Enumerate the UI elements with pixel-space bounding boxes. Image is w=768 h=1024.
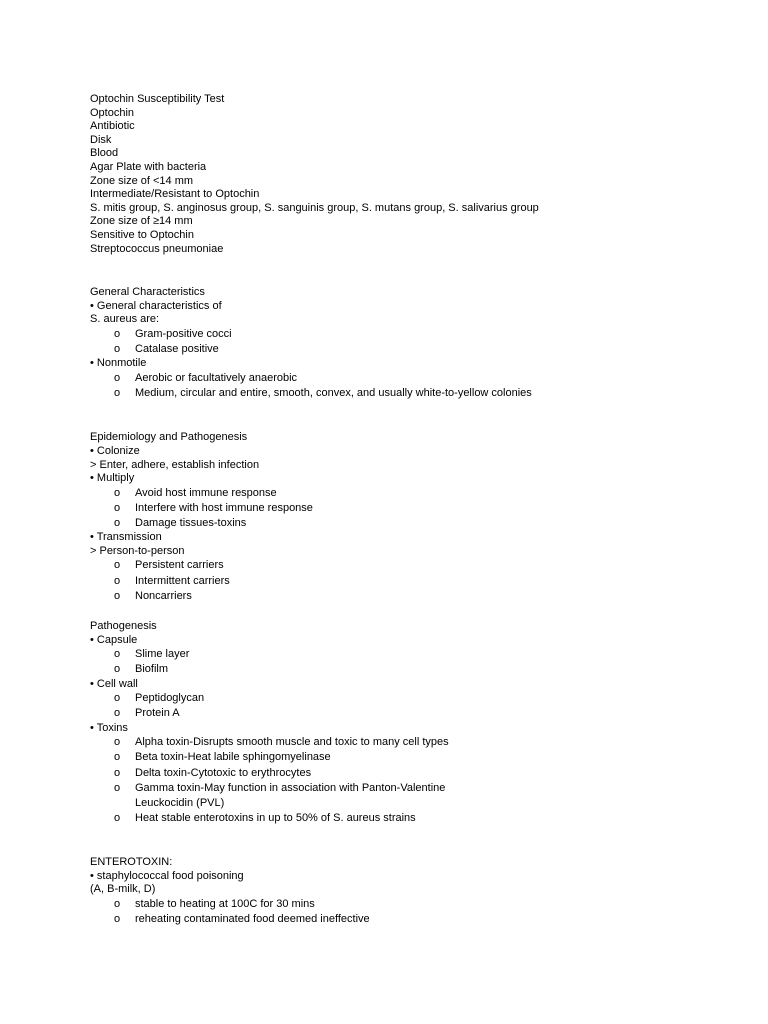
sub-bullet-marker: o: [114, 387, 121, 400]
text-line: Antibiotic: [90, 120, 135, 133]
sub-item: o reheating contaminated food deemed ineffective: [90, 912, 740, 927]
sub-bullet-marker: o: [114, 897, 121, 910]
sub-item: o Biofilm: [90, 662, 740, 677]
optochin-section: [90, 93, 740, 256]
sub-bullet-marker: o: [114, 574, 121, 587]
bullet-item: • Transmission: [90, 531, 162, 544]
section-heading: General Characteristics: [90, 286, 205, 299]
sub-bullet-marker: o: [114, 736, 121, 749]
arrow-item: > Person-to-person: [90, 544, 185, 557]
sub-bullet-marker: o: [114, 913, 121, 926]
text-line: Zone size of ≥14 mm: [90, 215, 193, 228]
sub-item: o Delta toxin-Cytotoxic to erythrocytes: [90, 766, 740, 781]
sub-bullet-marker: o: [114, 327, 121, 340]
bullet-item: • Capsule: [90, 633, 138, 646]
sub-bullet-marker: o: [114, 811, 121, 824]
document-body: [90, 93, 740, 927]
section-heading: Pathogenesis: [90, 620, 157, 633]
sub-bullet-marker: o: [114, 648, 121, 661]
optochin-title: Optochin Susceptibility Test: [90, 93, 225, 105]
sub-item: o Alpha toxin-Disrupts smooth muscle and toxic to many cell types: [90, 735, 740, 750]
text-line: Zone size of <14 mm: [90, 174, 194, 187]
epidemiology-section: [90, 431, 740, 604]
sub-item: o Intermittent carriers: [90, 574, 740, 589]
text-line: Agar Plate with bacteria: [90, 160, 207, 173]
bullet-item: • Toxins: [90, 721, 128, 734]
sub-item: o Protein A: [90, 706, 740, 721]
bullet-item: • Colonize: [90, 444, 140, 457]
arrow-item: > Enter, adhere, establish infection: [90, 458, 260, 471]
bullet-item: • General characteristics of: [90, 299, 222, 312]
text-line: Optochin: [90, 106, 135, 119]
sub-item: o Noncarriers: [90, 589, 740, 604]
sub-item: o Aerobic or facultatively anaerobic: [90, 371, 740, 386]
sub-item: o Catalase positive: [90, 342, 740, 357]
sub-bullet-marker: o: [114, 501, 121, 514]
text-line: Sensitive to Optochin: [90, 228, 194, 241]
sub-bullet-marker: o: [114, 517, 121, 530]
text-line: Streptococcus pneumoniae: [90, 242, 224, 255]
sub-bullet-marker: o: [114, 692, 121, 705]
sub-item: o Slime layer: [90, 647, 740, 662]
sub-bullet-marker: o: [114, 781, 121, 794]
general-section: [90, 286, 740, 401]
bullet-item: • Multiply: [90, 472, 135, 485]
text-line: Disk: [90, 133, 112, 146]
sub-item: o Damage tissues-toxins: [90, 516, 740, 531]
bullet-item: • staphylococcal food poisoning: [90, 869, 244, 882]
text-line: (A, B-milk, D): [90, 883, 156, 896]
sub-item: o Gram-positive cocci: [90, 327, 740, 342]
text-line: Intermediate/Resistant to Optochin: [90, 188, 260, 201]
bullet-item: • Nonmotile: [90, 357, 147, 370]
pathogenesis-section: [90, 620, 740, 826]
sub-item: o Heat stable enterotoxins in up to 50% of S. aureus strains: [90, 811, 740, 826]
sub-item: o Beta toxin-Heat labile sphingomyelinase: [90, 750, 740, 765]
sub-bullet-marker: o: [114, 371, 121, 384]
sub-bullet-marker: o: [114, 707, 121, 720]
sub-item: o Avoid host immune response: [90, 486, 740, 501]
text-line: S. mitis group, S. anginosus group, S. sanguinis group, S. mutans group, S. salivarius group: [90, 201, 539, 214]
sub-item: o Interfere with host immune response: [90, 501, 740, 516]
sub-bullet-marker: o: [114, 559, 121, 572]
section-heading: Epidemiology and Pathogenesis: [90, 431, 248, 444]
section-heading: ENTEROTOXIN:: [90, 856, 173, 869]
sub-bullet-marker: o: [114, 751, 121, 764]
bullet-item: • Cell wall: [90, 677, 138, 690]
sub-item: o Gamma toxin-May function in association with Panton-Valentine Leuckocidin (PVL): [114, 781, 446, 809]
sub-bullet-marker: o: [114, 766, 121, 779]
sub-item: o Peptidoglycan: [90, 691, 740, 706]
sub-item: o Medium, circular and entire, smooth, convex, and usually white-to-yellow colonies: [90, 386, 740, 401]
sub-bullet-marker: o: [114, 343, 121, 356]
text-line: S. aureus are:: [90, 313, 160, 326]
enterotoxin-section: [90, 856, 740, 927]
sub-bullet-marker: o: [114, 663, 121, 676]
sub-item: o stable to heating at 100C for 30 mins: [90, 897, 740, 912]
sub-item: o Persistent carriers: [90, 558, 740, 573]
sub-bullet-marker: o: [114, 589, 121, 602]
text-line: Blood: [90, 147, 119, 160]
sub-bullet-marker: o: [114, 486, 121, 499]
